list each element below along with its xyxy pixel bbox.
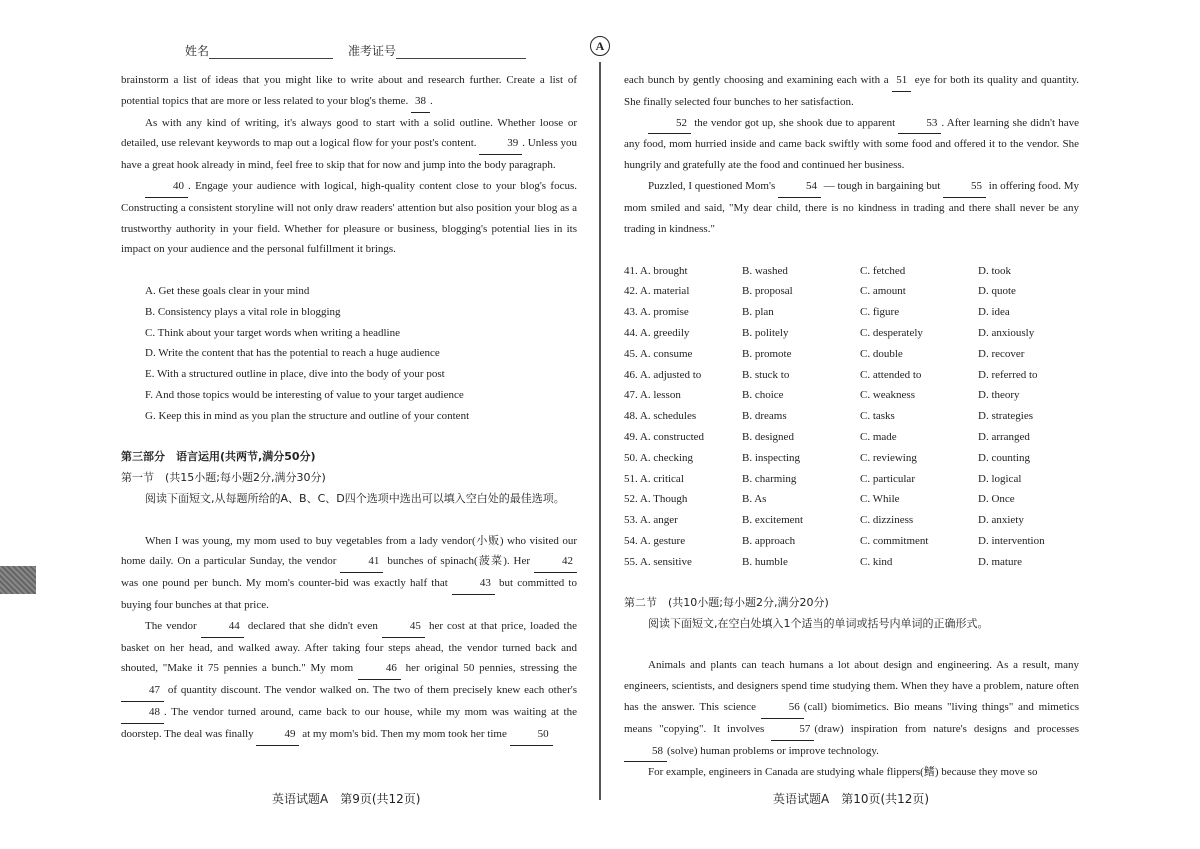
choice-row <box>624 531 1079 552</box>
choice-option: B. stuck to <box>742 368 790 381</box>
choice-option: 41. A. brought <box>624 264 688 277</box>
seven-choice-options <box>121 281 577 427</box>
sec2-instruction: 阅读下面短文,在空白处填入1个适当的单词或括号内单词的正确形式。 <box>648 616 989 630</box>
choice-option: B. designed <box>742 430 794 443</box>
blank-47: 47 <box>121 680 164 702</box>
blank-48: 48 <box>121 702 164 724</box>
choice-option: 54. A. gesture <box>624 534 686 547</box>
blank-50: 50 <box>510 724 553 746</box>
choice-option: 45. A. consume <box>624 347 693 360</box>
choice-option: 43. A. promise <box>624 306 689 319</box>
blank-38: 38 <box>411 91 430 113</box>
blank-52: 52 <box>648 113 691 135</box>
id-field <box>348 42 526 59</box>
sec1-instruction: 阅读下面短文,从每题所给的A、B、C、D四个选项中选出可以填入空白处的最佳选项。 <box>145 491 565 505</box>
choice-row <box>624 302 1079 323</box>
choice-option: 46. A. adjusted to <box>624 368 702 381</box>
cloze-story-continued <box>624 70 1079 239</box>
choice-option: D. arranged <box>978 430 1030 443</box>
choice-option: B. inspecting <box>742 451 801 464</box>
blank-56: 56 <box>761 697 804 719</box>
choice-row <box>624 260 1079 281</box>
choice-option: 42. A. material <box>624 285 690 298</box>
choice-row <box>624 551 1079 572</box>
option-c: C. Think about your target words when writing a headline <box>145 326 400 339</box>
name-field <box>185 42 333 59</box>
choice-option: C. dizziness <box>860 514 914 527</box>
sec2-title: 第二节 (共10小题;每小题2分,满分20分) <box>624 595 829 609</box>
id-blank-line <box>396 46 526 59</box>
blank-54: 54 <box>778 176 821 198</box>
choice-option: D. logical <box>978 472 1022 485</box>
right-column <box>624 70 1079 783</box>
choice-option: 55. A. sensitive <box>624 555 692 568</box>
name-label: 姓名 <box>185 44 210 58</box>
choice-option: B. promote <box>742 347 792 360</box>
choice-option: C. amount <box>860 285 906 298</box>
choice-row <box>624 385 1079 406</box>
choice-option: B. choice <box>742 389 784 402</box>
choice-option: 51. A. critical <box>624 472 684 485</box>
choice-option: 47. A. lesson <box>624 389 681 402</box>
blank-55: 55 <box>943 176 986 198</box>
choice-option: C. fetched <box>860 264 906 277</box>
paragraph-r2: 52 the vendor got up, she shook due to apparent 53 . After learning she didn't have any food, mom hurried inside and came back swiftly with some food and offered it to the vendor. She hungrily and gratefully ate the food and continued her business. <box>624 113 1079 176</box>
choice-option: D. recover <box>978 347 1025 360</box>
paragraph-p2: For example, engineers in Canada are studying whale flippers(鳍) because they move so <box>648 766 1038 779</box>
choice-option: B. As <box>742 493 767 506</box>
paragraph-s1: When I was young, my mom used to buy vegetables from a lady vendor(小贩) who visited our home daily. On a particular Sunday, the vendor 41 bunches of spinach(菠菜). Her 42 was one pound per bunch. My mom's counter-bid was exactly half that 43 but committed to buying four bunches at that price. <box>121 534 577 611</box>
choice-option: 52. A. Though <box>624 493 688 506</box>
choice-option: D. intervention <box>978 534 1045 547</box>
choice-option: 44. A. greedily <box>624 326 690 339</box>
right-page-footer: 英语试题A 第10页(共12页) <box>773 792 930 806</box>
choice-option: B. politely <box>742 326 789 339</box>
name-blank-line <box>209 46 333 59</box>
blank-46: 46 <box>358 658 401 680</box>
choice-option: C. tasks <box>860 410 895 423</box>
part3-title: 第三部分 语言运用(共两节,满分50分) <box>121 450 316 464</box>
choice-option: D. idea <box>978 306 1010 319</box>
choice-option: B. dreams <box>742 410 787 423</box>
choice-option: B. plan <box>742 306 774 319</box>
choice-option: C. While <box>860 493 900 506</box>
choice-option: C. desperately <box>860 326 923 339</box>
paragraph-l3: 40 . Engage your audience with logical, high-quality content close to your blog's focus. Constructing a consistent storyline will not only draw readers' attention but also position your blog as a trustworthy authority in your field. Whether for pleasure or business, blogging's potential lies in its impact on your audience and the personal fulfillment it brings. <box>121 176 577 260</box>
paragraph-p1: Animals and plants can teach humans a lot about design and engineering. As a result, many engineers, scientists, and designers spend time studying them. When they have a problem, nature often has the answer. This science 56 (call) biomimetics. Bio means "living things" and mimetics means "copying". It involves 57 (draw) inspiration from nature's designs and processes 58 (solve) human problems or improve technology. <box>624 655 1079 762</box>
choice-option: D. theory <box>978 389 1020 402</box>
left-column <box>121 70 577 746</box>
paragraph-s2: The vendor 44 declared that she didn't even 45 her cost at that price, loaded the basket on her head, and walked away. After taking four steps ahead, the vendor turned back and shouted, "Make it 75 pennies a bunch." My mom 46 her original 50 pennies, stressing the 47 of quantity discount. The vendor walked on. The two of them precisely knew each other's 48 . The vendor turned around, came back to our house, while my mom was waiting at the doorstep. The deal was finally 49 at my mom's bid. Then my mom took her time 50 <box>121 616 577 746</box>
choice-row <box>624 343 1079 364</box>
choice-option: C. commitment <box>860 534 929 547</box>
choice-row <box>624 323 1079 344</box>
choice-option: 53. A. anger <box>624 514 678 527</box>
paragraph-l2: As with any kind of writing, it's always good to start with a solid outline. Whether loose or detailed, use relevant keywords to map out a logical flow for your post's content. 39 . Unless you have a great hook already in mind, feel free to skip that for now and jump into the body paragraph. <box>121 116 577 172</box>
blank-58: 58 <box>624 741 667 763</box>
paragraph-r3: Puzzled, I questioned Mom's 54 — tough in bargaining but 55 in offering food. My mom smiled and said, "My dear child, there is no kindness in trading and there shall never be any trading in kindness." <box>624 176 1079 239</box>
choice-row <box>624 281 1079 302</box>
choice-option: C. weakness <box>860 389 915 402</box>
option-b: B. Consistency plays a vital role in blogging <box>145 305 341 318</box>
option-f: F. And those topics would be interesting of value to your target audience <box>145 388 464 401</box>
blank-43: 43 <box>452 573 495 595</box>
version-mark: A <box>590 36 610 56</box>
left-page-footer: 英语试题A 第9页(共12页) <box>272 792 421 806</box>
blank-41: 41 <box>340 551 383 573</box>
sec1-title: 第一节 (共15小题;每小题2分,满分30分) <box>121 471 326 485</box>
choice-option: C. particular <box>860 472 915 485</box>
choice-option: 50. A. checking <box>624 451 694 464</box>
choice-option: B. proposal <box>742 285 793 298</box>
choice-row <box>624 447 1079 468</box>
choice-option: D. counting <box>978 451 1030 464</box>
cloze-story <box>121 531 577 746</box>
blank-51: 51 <box>892 70 911 92</box>
blank-40: 40 <box>145 176 188 198</box>
choice-option: C. reviewing <box>860 451 917 464</box>
column-divider <box>599 62 601 800</box>
choice-option: C. attended to <box>860 368 922 381</box>
option-e: E. With a structured outline in place, dive into the body of your post <box>145 368 445 381</box>
paragraph-l1: brainstorm a list of ideas that you might like to write about and research further. Create a list of potential topics that are more or less related to your blog's theme. 38 . <box>121 70 577 113</box>
blank-49: 49 <box>256 724 299 746</box>
choice-option: D. Once <box>978 493 1015 506</box>
choice-option: B. approach <box>742 534 796 547</box>
choice-option: D. quote <box>978 285 1016 298</box>
grammar-fill-passage <box>624 655 1079 783</box>
choice-row <box>624 406 1079 427</box>
choice-row <box>624 510 1079 531</box>
blank-42: 42 <box>534 551 577 573</box>
choice-option: C. made <box>860 430 897 443</box>
blank-44: 44 <box>201 616 244 638</box>
choice-option: B. charming <box>742 472 797 485</box>
choice-option: D. referred to <box>978 368 1038 381</box>
binding-marker <box>0 566 36 594</box>
choice-option: C. double <box>860 347 903 360</box>
choice-row <box>624 364 1079 385</box>
passage-reading <box>121 70 577 260</box>
blank-45: 45 <box>382 616 425 638</box>
blank-53: 53 <box>898 113 941 135</box>
choice-option: C. figure <box>860 306 900 319</box>
paragraph-r1: each bunch by gently choosing and examining each with a 51 eye for both its quality and quantity. She finally selected four bunches to her satisfaction. <box>624 70 1079 113</box>
choice-row <box>624 427 1079 448</box>
option-a: A. Get these goals clear in your mind <box>145 284 310 297</box>
blank-57: 57 <box>771 719 814 741</box>
option-d: D. Write the content that has the potential to reach a huge audience <box>145 347 440 360</box>
choice-option: B. washed <box>742 264 788 277</box>
choice-option: D. took <box>978 264 1011 277</box>
choice-option: B. excitement <box>742 514 804 527</box>
choice-option: 48. A. schedules <box>624 410 697 423</box>
choice-option: C. kind <box>860 555 893 568</box>
choice-option: B. humble <box>742 555 788 568</box>
choice-row <box>624 489 1079 510</box>
choice-option: D. anxiously <box>978 326 1035 339</box>
choice-option: D. anxiety <box>978 514 1024 527</box>
cloze-choices-table <box>624 260 1079 572</box>
blank-39: 39 <box>479 133 522 155</box>
choice-option: D. mature <box>978 555 1022 568</box>
choice-row <box>624 468 1079 489</box>
option-g: G. Keep this in mind as you plan the structure and outline of your content <box>145 409 470 422</box>
choice-option: 49. A. constructed <box>624 430 705 443</box>
id-label: 准考证号 <box>348 44 397 58</box>
choice-option: D. strategies <box>978 410 1033 423</box>
